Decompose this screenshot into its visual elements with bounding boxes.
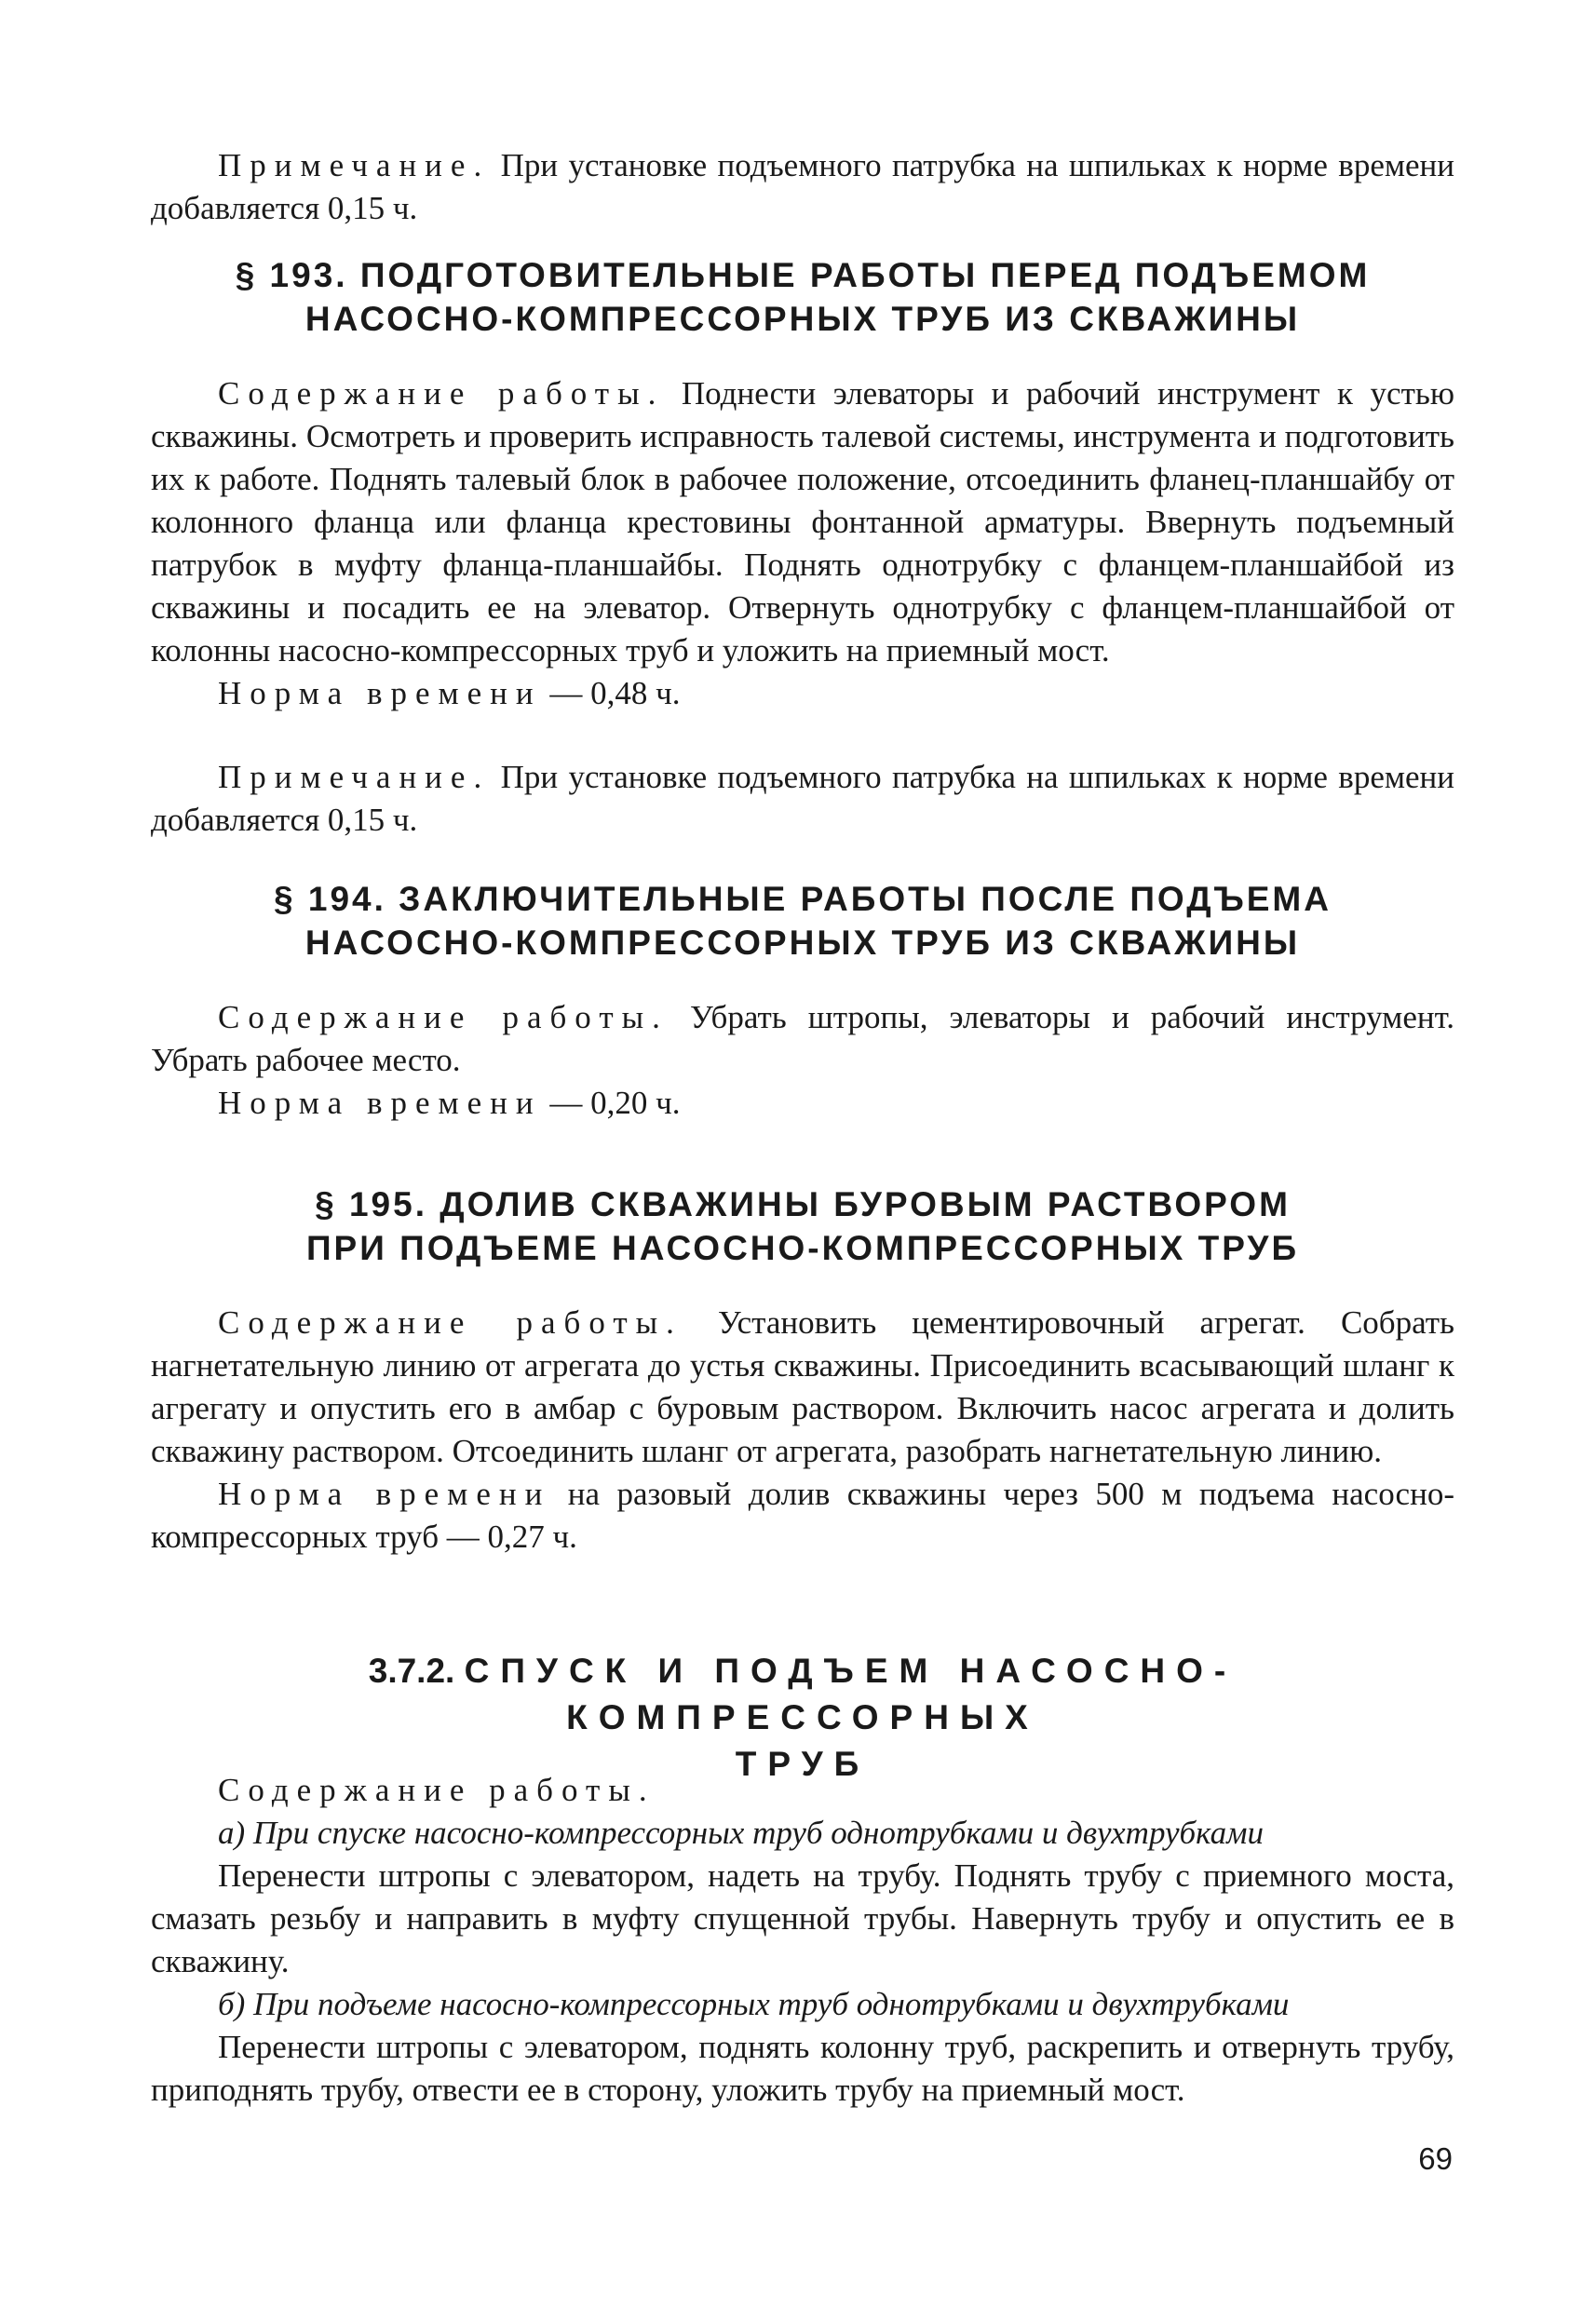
section-title-text: ТРУБ: [735, 1745, 871, 1783]
section-194-title: [151, 877, 1454, 965]
section-title-line: § 194. ЗАКЛЮЧИТЕЛЬНЫЕ РАБОТЫ ПОСЛЕ ПОДЪЕМА: [274, 880, 1332, 918]
norm-value: на разовый долив скважины через 500 м подъема насосно-компрессорных труб — 0,27 ч.: [151, 1476, 1454, 1555]
subsection-a-text: Перенести штропы с элеватором, надеть на трубу. Поднять трубу с приемного моста, смазать резьбу и направить в муфту спущенной трубы. Навернуть трубу и опустить ее в скважину.: [151, 1857, 1454, 1979]
section-193-title: [151, 253, 1454, 341]
section-title-text: СПУСК И ПОДЪЕМ НАСОСНО-КОМПРЕССОРНЫХ: [464, 1652, 1238, 1736]
section-title-line: ПРИ ПОДЪЕМЕ НАСОСНО-КОМПРЕССОРНЫХ ТРУБ: [305, 1229, 1300, 1267]
section-193-note: [151, 756, 1454, 842]
section-193-body: [151, 372, 1454, 715]
content-lead: Содержание работы.: [218, 375, 665, 412]
page-number: 69: [1418, 2141, 1453, 2176]
note-text: При установке подъемного патрубка на шпильках к норме времени добавляется 0,15 ч.: [151, 759, 1454, 838]
section-372-body: [151, 1769, 1454, 2112]
norm-value: — 0,20 ч.: [541, 1085, 681, 1121]
norm-lead: Норма времени: [218, 1085, 542, 1121]
content-lead: Содержание работы.: [218, 1772, 656, 1808]
section-title-line: НАСОСНО-КОМПРЕССОРНЫХ ТРУБ ИЗ СКВАЖИНЫ: [304, 300, 1301, 338]
content-lead: Содержание работы.: [218, 1304, 683, 1341]
note-lead: Примечание.: [218, 759, 491, 795]
subsection-b-text: Перенести штропы с элеватором, поднять колонну труб, раскрепить и отвернуть трубу, приподнять трубу, отвести ее в сторону, уложить трубу на приемный мост.: [151, 2029, 1454, 2108]
norm-lead: Норма времени: [218, 675, 542, 711]
section-title-line: § 193. ПОДГОТОВИТЕЛЬНЫЕ РАБОТЫ ПЕРЕД ПОДЪЕМОМ: [235, 256, 1371, 294]
content-paragraph: [151, 996, 1454, 1082]
section-372-title: [151, 1648, 1454, 1788]
note-paragraph: [151, 756, 1454, 842]
section-title-line: § 195. ДОЛИВ СКВАЖИНЫ БУРОВЫМ РАСТВОРОМ: [315, 1185, 1291, 1223]
norm-lead: Норма времени: [218, 1476, 551, 1512]
content-text: Установить цементировочный агрегат. Собрать нагнетательную линию от агрегата до устья скважины. Присоединить всасывающий шланг к агрегату и опустить его в амбар с буровым раствором. Включить насос агрегата и долить скважину раствором. Отсоединить шланг от агрегата, разобрать нагнетательную линию.: [151, 1304, 1454, 1469]
norm-value: — 0,48 ч.: [541, 675, 681, 711]
note-top: [151, 144, 1454, 230]
norm-line: [151, 672, 1454, 715]
content-lead-line: [151, 1769, 1454, 1812]
section-195-body: [151, 1302, 1454, 1559]
section-194-body: [151, 996, 1454, 1125]
note-text: При установке подъемного патрубка на шпильках к норме времени добавляется 0,15 ч.: [151, 147, 1454, 226]
section-title-line: [151, 1648, 1454, 1741]
subsection-a-title: а) При спуске насосно-компрессорных труб однотрубками и двухтрубками: [218, 1815, 1264, 1851]
content-text: Поднести элеваторы и рабочий инструмент к устью скважины. Осмотреть и проверить исправность талевой системы, инструмента и подготовить их к работе. Поднять талевый блок в рабочее положение, отсоединить фланец-планшайбу от колонного фланца или фланца крестовины фонтанной арматуры. Ввернуть подъемный патрубок в муфту фланца-планшайбы. Поднять однотрубку с фланцем-планшайбой из скважины и посадить ее на элеватор. Отвернуть однотрубку с фланцем-планшайбой от колонны насосно-компрессорных труб и уложить на приемный мост.: [151, 375, 1454, 668]
content-lead: Содержание работы.: [218, 999, 669, 1035]
subsection-b-title: б) При подъеме насосно-компрессорных труб однотрубками и двухтрубками: [218, 1986, 1290, 2022]
content-text: Убрать штропы, элеваторы и рабочий инструмент. Убрать рабочее место.: [151, 999, 1454, 1078]
section-title-line: НАСОСНО-КОМПРЕССОРНЫХ ТРУБ ИЗ СКВАЖИНЫ: [304, 924, 1301, 962]
content-paragraph: [151, 372, 1454, 672]
section-195-title: [151, 1182, 1454, 1270]
content-paragraph: [151, 1302, 1454, 1473]
norm-line: [151, 1473, 1454, 1559]
section-number: 3.7.2.: [368, 1652, 455, 1690]
note-lead: Примечание.: [218, 147, 491, 183]
note-paragraph: [151, 144, 1454, 230]
norm-line: [151, 1082, 1454, 1125]
